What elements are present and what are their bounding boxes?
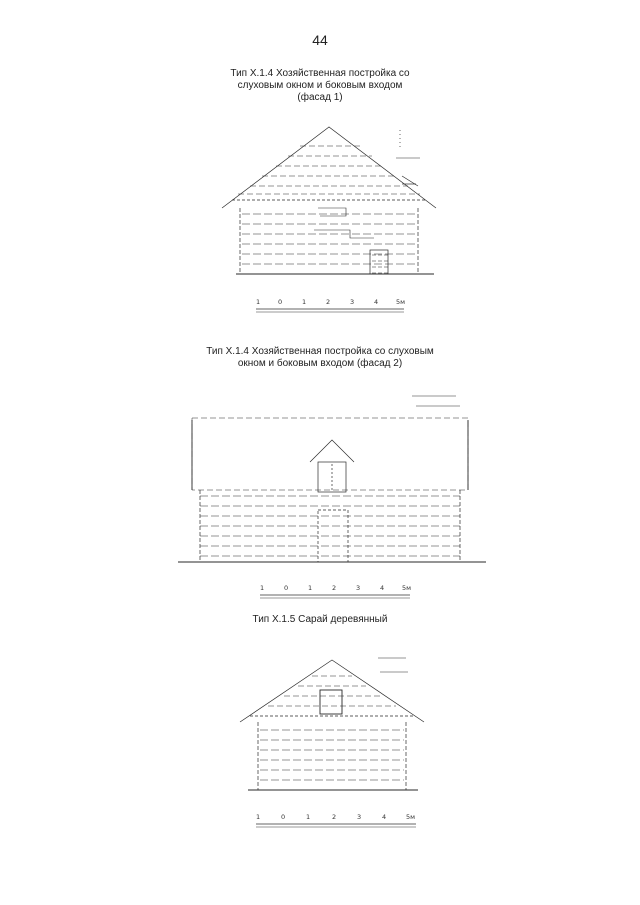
- figure-2-caption-line-1: Тип Х.1.4 Хозяйственная постройка со слуховым: [206, 346, 434, 357]
- figure-3-scale-label-1: 1: [256, 813, 261, 821]
- figure-2-scale-bar: [260, 584, 411, 598]
- figure-1-scale-label-4: 2: [326, 298, 331, 306]
- figure-3-barn-drawing: [240, 658, 424, 790]
- figure-2-scale-label-1: 1: [260, 584, 265, 592]
- page-number: 44: [312, 32, 328, 48]
- figure-3-caption-line-1: Тип Х.1.5 Сарай деревянный: [252, 614, 388, 625]
- figure-2-scale-label-3: 1: [308, 584, 313, 592]
- figure-2-caption-line-2: окном и боковым входом (фасад 2): [237, 358, 403, 369]
- figure-1-caption-line-2: слуховым окном и боковым входом: [237, 80, 403, 91]
- figure-1-scale-bar: [256, 298, 405, 312]
- figure-2-scale-label-5: 3: [356, 584, 361, 592]
- figure-3-scale-label-3: 1: [306, 813, 311, 821]
- figure-1-facade-drawing: [222, 127, 436, 274]
- figure-2-scale-label-6: 4: [380, 584, 385, 592]
- figure-3-scale-label-7: 5м: [406, 813, 416, 821]
- figure-2-scale-label-2: 0: [284, 584, 289, 592]
- figure-2-scale-label-4: 2: [332, 584, 337, 592]
- figure-1-scale-label-6: 4: [374, 298, 379, 306]
- figure-3-scale-label-6: 4: [382, 813, 387, 821]
- figure-1-scale-label-2: 0: [278, 298, 283, 306]
- figure-3-scale-label-2: 0: [281, 813, 286, 821]
- figure-1-scale-label-5: 3: [350, 298, 355, 306]
- figure-2-facade-drawing: [178, 396, 486, 562]
- figure-1-caption-line-1: Тип Х.1.4 Хозяйственная постройка со: [230, 68, 410, 79]
- figure-3-scale-label-4: 2: [332, 813, 337, 821]
- figure-2-scale-label-7: 5м: [402, 584, 412, 592]
- figure-3-scale-bar: [256, 813, 416, 827]
- figure-1-caption-line-3: (фасад 1): [297, 92, 343, 103]
- figure-1-scale-label-1: 1: [256, 298, 261, 306]
- figure-1-scale-label-7: 5м: [396, 298, 406, 306]
- figure-3-scale-label-5: 3: [357, 813, 362, 821]
- figure-1-scale-label-3: 1: [302, 298, 307, 306]
